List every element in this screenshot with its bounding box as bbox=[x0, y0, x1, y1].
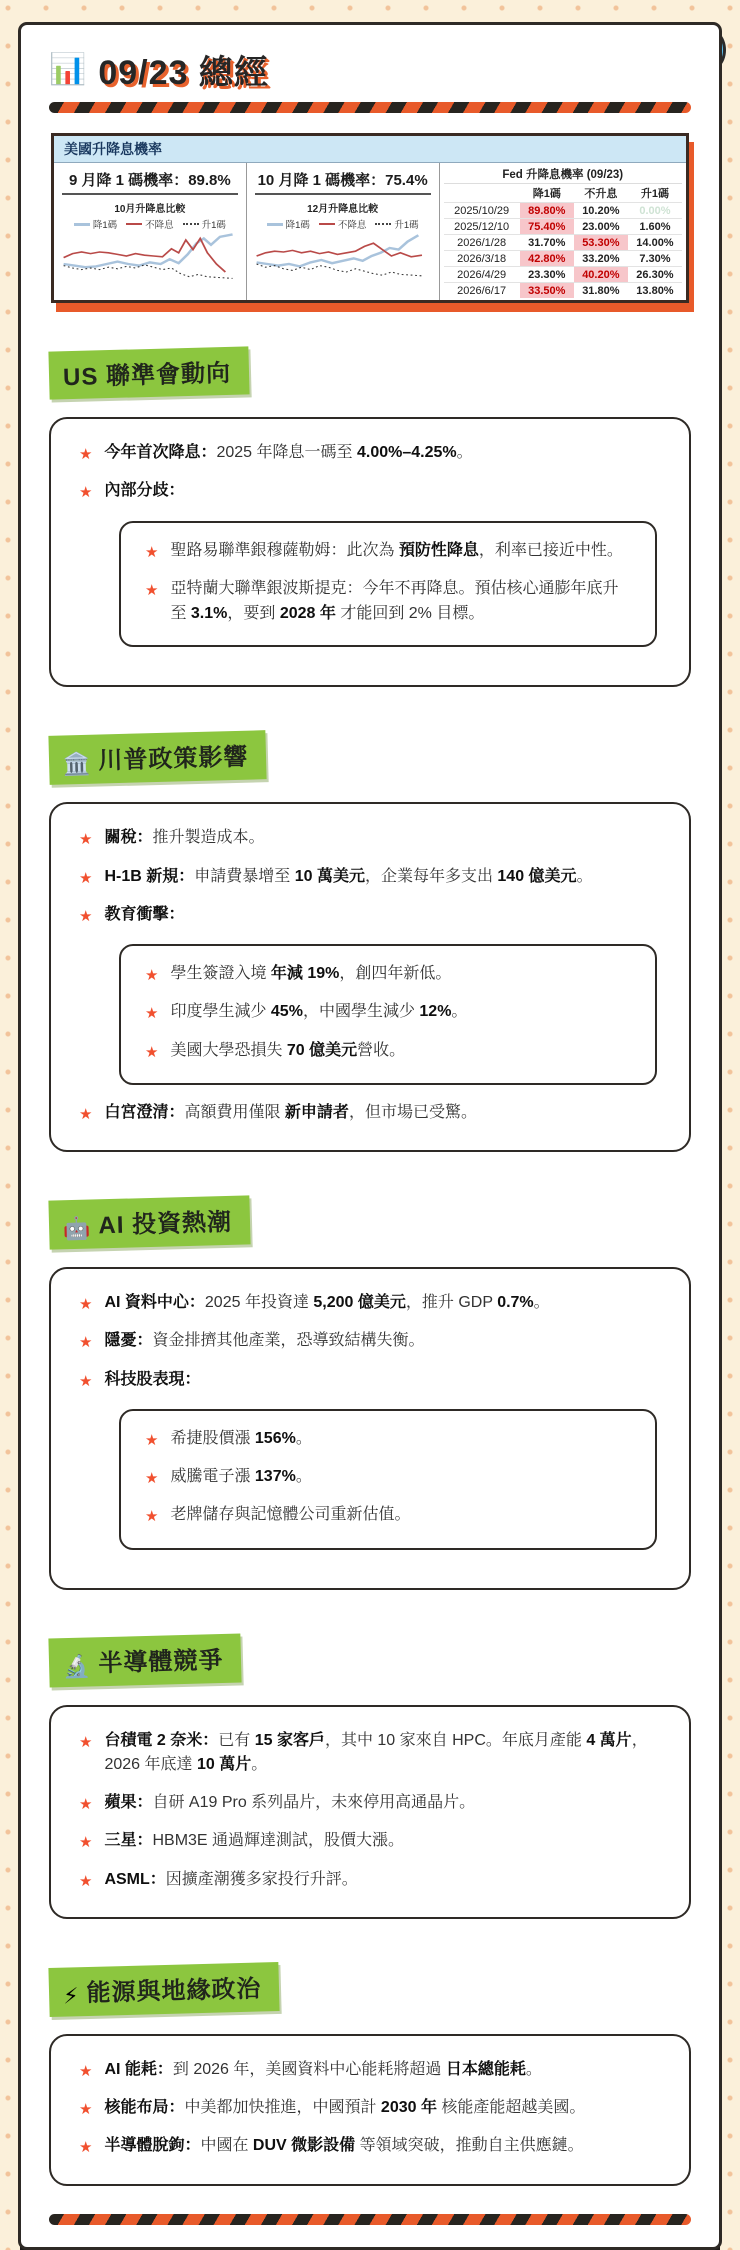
bullet-bold-text: 預防性降息 bbox=[398, 541, 479, 559]
nested-card bbox=[119, 1409, 657, 1550]
fed-table-header-row bbox=[444, 184, 683, 203]
fed-table-cell: 23.00% bbox=[574, 219, 628, 235]
star-icon: ★ bbox=[79, 1733, 93, 1751]
star-icon: ★ bbox=[79, 831, 93, 849]
bullet-item bbox=[79, 1829, 661, 1854]
fed-table-date: 2026/6/17 bbox=[444, 283, 520, 299]
bullet-bold-text: 內部分歧： bbox=[104, 482, 185, 500]
fed-table-cell: 53.30% bbox=[574, 235, 628, 251]
bullet-item bbox=[145, 577, 631, 627]
bullet-text bbox=[104, 1329, 424, 1354]
star-icon: ★ bbox=[79, 1872, 93, 1890]
bullet-regular-text: ，要到 bbox=[227, 604, 280, 622]
bullet-bold-text: 台積電 2 奈米： bbox=[104, 1731, 219, 1749]
bullet-regular-text: 2025 年降息一碼至 bbox=[216, 444, 357, 461]
bullet-text bbox=[170, 1039, 405, 1064]
fed-table-date: 2025/10/29 bbox=[444, 203, 520, 219]
red-line-icon bbox=[126, 223, 142, 225]
section-label: 半導體競爭 bbox=[98, 1646, 224, 1677]
bullet-bold-text: 10 萬片 bbox=[196, 1756, 252, 1774]
fed-table-cell: 75.40% bbox=[520, 219, 574, 235]
bullet-bold-text: 教育衝擊： bbox=[104, 905, 185, 923]
star-icon: ★ bbox=[79, 1296, 93, 1314]
bullet-text bbox=[104, 1729, 661, 1779]
bullet-bold-text: 140 億美元 bbox=[497, 867, 577, 885]
section-header bbox=[48, 731, 267, 786]
bullet-regular-text: 。 bbox=[456, 444, 473, 461]
legend-label: 降1碼 bbox=[92, 220, 118, 231]
bullet-item bbox=[145, 962, 631, 987]
chart-legend bbox=[60, 217, 240, 231]
blue-line-icon bbox=[267, 223, 283, 226]
section-card bbox=[49, 1705, 691, 1919]
star-icon: ★ bbox=[145, 1005, 159, 1023]
fed-chart-panel-october bbox=[247, 163, 440, 300]
bullet-regular-text: ，中國學生減少 bbox=[302, 1003, 420, 1021]
bullet-item bbox=[79, 1329, 661, 1354]
fed-table-cell: 31.80% bbox=[574, 283, 628, 299]
bullet-regular-text: 。 bbox=[576, 867, 593, 885]
fed-table-title-row bbox=[444, 165, 683, 184]
fed-table-body bbox=[444, 203, 683, 299]
bullet-item bbox=[145, 539, 631, 564]
bullet-text bbox=[104, 441, 472, 466]
star-icon: ★ bbox=[79, 869, 93, 887]
bullet-regular-text: ，推升 GDP bbox=[405, 1294, 498, 1312]
bullet-bold-text: 10 萬美元 bbox=[294, 867, 365, 885]
lightning-icon: ⚡ bbox=[62, 1983, 79, 2009]
bullet-item bbox=[79, 826, 661, 851]
fed-probability-table bbox=[440, 163, 687, 300]
bullet-regular-text: ，利率已接近中性。 bbox=[478, 541, 623, 559]
bullet-regular-text: 已有 bbox=[218, 1731, 255, 1749]
bullet-bold-text: 45% bbox=[270, 1003, 303, 1021]
bullet-regular-text: 老牌儲存與記憶體公司重新估值。 bbox=[170, 1506, 411, 1524]
section-fed bbox=[49, 349, 691, 687]
legend-item bbox=[267, 217, 310, 231]
bullet-regular-text: 希捷股價漲 bbox=[170, 1429, 255, 1447]
bullet-item bbox=[145, 1503, 631, 1528]
bullet-item bbox=[79, 1368, 661, 1393]
section-header bbox=[48, 1195, 250, 1249]
bullet-text bbox=[104, 2134, 583, 2159]
fed-table-cell: 23.30% bbox=[520, 267, 574, 283]
bullet-bold-text: 5,200 億美元 bbox=[313, 1294, 406, 1312]
chart-legend bbox=[253, 217, 433, 231]
bullet-item bbox=[79, 479, 661, 504]
bullet-bold-text: ASML： bbox=[104, 1870, 166, 1888]
fed-table bbox=[444, 165, 683, 298]
bullet-bold-text: 科技股表現： bbox=[104, 1370, 201, 1388]
legend-item bbox=[319, 217, 367, 231]
bullet-text bbox=[104, 2058, 541, 2083]
bullet-bold-text: H-1B 新規： bbox=[104, 867, 195, 885]
bullet-bold-text: 156% bbox=[254, 1429, 296, 1447]
nested-card bbox=[119, 944, 657, 1085]
legend-label: 降1碼 bbox=[285, 220, 310, 231]
bullet-text bbox=[170, 1000, 467, 1025]
bullet-bold-text: 新申請者 bbox=[284, 1103, 349, 1121]
bullet-regular-text: 高額費用僅限 bbox=[184, 1103, 285, 1121]
fed-table-cell: 33.20% bbox=[574, 251, 628, 267]
bullet-text bbox=[104, 479, 184, 504]
fed-table-date: 2026/1/28 bbox=[444, 235, 520, 251]
fed-table-cell: 89.80% bbox=[520, 203, 574, 219]
star-icon: ★ bbox=[79, 484, 93, 502]
bullet-regular-text: 營收。 bbox=[357, 1041, 406, 1059]
legend-label: 不降息 bbox=[337, 220, 367, 231]
bullet-bold-text: 2028 年 bbox=[279, 604, 336, 622]
bullet-bold-text: 4.00%–4.25% bbox=[356, 444, 457, 461]
star-icon: ★ bbox=[145, 1470, 159, 1488]
bullet-item bbox=[145, 1427, 631, 1452]
star-icon: ★ bbox=[145, 581, 159, 599]
bullet-text bbox=[104, 2096, 585, 2121]
bullet-text bbox=[170, 1427, 311, 1452]
bullet-item bbox=[79, 1101, 661, 1126]
panel-subtitle: 10月升降息比較 bbox=[114, 204, 186, 215]
bullet-bold-text: 0.7% bbox=[497, 1294, 534, 1312]
fed-table-cell: 42.80% bbox=[520, 251, 574, 267]
sections bbox=[49, 349, 691, 2186]
fed-table-row bbox=[444, 219, 683, 235]
bullet-bold-text: 日本總能耗 bbox=[445, 2060, 526, 2078]
section-header bbox=[48, 1962, 280, 2017]
dotted-line-icon bbox=[375, 223, 391, 225]
bullet-bold-text: 隱憂： bbox=[104, 1332, 153, 1350]
fed-chart-panel-september bbox=[54, 163, 247, 300]
fed-table-row bbox=[444, 235, 683, 251]
fed-table-cell: 10.20% bbox=[574, 203, 628, 219]
bullet-text bbox=[104, 1291, 549, 1316]
section-semiconductor bbox=[49, 1636, 691, 1919]
section-header bbox=[48, 1633, 242, 1687]
bullet-regular-text: 美國大學恐損失 bbox=[170, 1041, 287, 1059]
bullet-regular-text: ，企業每年多支出 bbox=[364, 867, 498, 885]
fed-table-col: 不升息 bbox=[584, 188, 618, 200]
star-icon: ★ bbox=[79, 1834, 93, 1852]
bullet-text bbox=[104, 1101, 477, 1126]
star-icon: ★ bbox=[79, 2062, 93, 2080]
bullet-bold-text: 關稅： bbox=[104, 829, 153, 847]
bullet-bold-text: 3.1% bbox=[190, 604, 228, 622]
bullet-regular-text: 申請費暴增至 bbox=[194, 867, 295, 885]
fed-rate-widget bbox=[51, 133, 689, 303]
section-label: 川普政策影響 bbox=[98, 743, 249, 775]
fed-table-row bbox=[444, 283, 683, 299]
star-icon: ★ bbox=[79, 2139, 93, 2157]
bullet-bold-text: 今年首次降息： bbox=[104, 444, 217, 461]
dotted-line-icon bbox=[183, 223, 199, 225]
blue-line-icon bbox=[74, 223, 90, 226]
star-icon: ★ bbox=[79, 1796, 93, 1814]
section-ai bbox=[49, 1198, 691, 1590]
bullet-regular-text: 。 bbox=[295, 1429, 312, 1447]
bullet-item bbox=[145, 1000, 631, 1025]
striped-divider-bottom bbox=[49, 2214, 691, 2225]
bullet-item bbox=[79, 1868, 661, 1893]
star-icon: ★ bbox=[145, 1431, 159, 1449]
fed-table-cell: 1.60% bbox=[628, 219, 682, 235]
star-icon: ★ bbox=[79, 446, 93, 463]
bullet-item bbox=[79, 1291, 661, 1316]
star-icon: ★ bbox=[79, 1334, 93, 1352]
section-energy bbox=[49, 1965, 691, 2186]
striped-divider-top bbox=[49, 102, 691, 113]
star-icon: ★ bbox=[79, 907, 93, 925]
bullet-regular-text: ，其中 10 家來自 HPC。年底月產能 bbox=[324, 1731, 587, 1749]
section-card bbox=[49, 2034, 691, 2186]
page-title-text: 09/23 總經 bbox=[98, 54, 269, 92]
bullet-bold-text: 蘋果： bbox=[104, 1794, 153, 1812]
bullet-text bbox=[170, 1465, 311, 1490]
section-label: AI 投資熱潮 bbox=[98, 1208, 233, 1240]
fed-table-cell: 7.30% bbox=[628, 251, 682, 267]
legend-label: 升1碼 bbox=[201, 220, 226, 231]
nested-card bbox=[119, 521, 657, 648]
bullet-regular-text: 亞特蘭大聯準銀波斯提克：今年不再降息。預估核心通膨年底升至 bbox=[170, 579, 619, 622]
microscope-icon: 🔬 bbox=[62, 1653, 91, 1679]
fed-table-col bbox=[444, 184, 520, 203]
bullet-text bbox=[170, 539, 622, 564]
bullet-text bbox=[170, 577, 631, 627]
bullet-text bbox=[104, 1368, 200, 1393]
fed-table-cell: 33.50% bbox=[520, 283, 574, 299]
bullet-bold-text: 2030 年 bbox=[380, 2099, 437, 2117]
star-icon: ★ bbox=[145, 967, 159, 985]
bullet-regular-text: 中國在 bbox=[200, 2137, 253, 2155]
bullet-regular-text: 。 bbox=[451, 1003, 468, 1021]
legend-label: 不降息 bbox=[145, 220, 174, 231]
fed-table-row bbox=[444, 267, 683, 283]
bullet-text bbox=[104, 1868, 357, 1893]
bullet-regular-text: 中美都加快推進，中國預計 bbox=[184, 2099, 381, 2117]
fed-table-cell: 0.00% bbox=[628, 203, 682, 219]
bullet-regular-text: 因擴產潮獲多家投行升評。 bbox=[165, 1870, 358, 1888]
bullet-bold-text: 137% bbox=[254, 1468, 296, 1486]
fed-table-date: 2026/4/29 bbox=[444, 267, 520, 283]
star-icon: ★ bbox=[79, 2101, 93, 2119]
section-card bbox=[49, 417, 691, 687]
fed-widget-body bbox=[54, 163, 686, 300]
main-card bbox=[18, 22, 722, 2250]
bullet-text bbox=[104, 865, 592, 890]
line-chart-september bbox=[60, 232, 240, 280]
star-icon: ★ bbox=[79, 1105, 93, 1123]
bullet-bold-text: 三星： bbox=[104, 1832, 153, 1850]
legend-item bbox=[375, 217, 418, 231]
bullet-item bbox=[79, 2058, 661, 2083]
section-label: US 聯準會動向 bbox=[62, 359, 232, 392]
bullet-bold-text: 年減 19% bbox=[270, 965, 340, 983]
bullet-bold-text: 70 億美元 bbox=[286, 1041, 358, 1059]
fed-table-cell: 26.30% bbox=[628, 267, 682, 283]
fed-table-date: 2025/12/10 bbox=[444, 219, 520, 235]
bullet-bold-text: AI 資料中心： bbox=[104, 1294, 205, 1312]
bullet-regular-text: ，但市場已受驚。 bbox=[348, 1103, 477, 1121]
page-title bbox=[49, 45, 691, 94]
star-icon: ★ bbox=[145, 1508, 159, 1526]
fed-table-date: 2026/3/18 bbox=[444, 251, 520, 267]
legend-label: 升1碼 bbox=[394, 220, 419, 231]
bullet-regular-text: 推升製造成本。 bbox=[152, 829, 265, 847]
section-label: 能源與地緣政治 bbox=[86, 1975, 262, 2007]
bullet-item bbox=[79, 1729, 661, 1779]
fed-table-col: 降1碼 bbox=[532, 188, 561, 200]
panel-subtitle: 12月升降息比較 bbox=[307, 204, 379, 215]
section-card bbox=[49, 802, 691, 1152]
bullet-item bbox=[145, 1465, 631, 1490]
fed-table-cell: 40.20% bbox=[574, 267, 628, 283]
star-icon: ★ bbox=[79, 1372, 93, 1390]
fed-table-cell: 14.00% bbox=[628, 235, 682, 251]
bullet-text bbox=[170, 962, 451, 987]
bullet-item bbox=[79, 2134, 661, 2159]
bullet-item bbox=[79, 2096, 661, 2121]
bullet-regular-text: 印度學生減少 bbox=[170, 1003, 271, 1021]
robot-icon: 🤖 bbox=[62, 1215, 91, 1242]
bullet-bold-text: DUV 微影設備 bbox=[252, 2137, 356, 2155]
bullet-regular-text: 。 bbox=[251, 1756, 268, 1774]
bullet-regular-text: 威騰電子漲 bbox=[170, 1468, 255, 1486]
panel-title: 10 月降 1 碼機率：75.4% bbox=[255, 169, 431, 195]
bullet-regular-text: 聖路易聯準銀穆薩勒姆：此次為 bbox=[170, 541, 399, 559]
fed-table-cell: 13.80% bbox=[628, 283, 682, 299]
section-header bbox=[48, 346, 249, 399]
bullet-text bbox=[104, 1829, 404, 1854]
fed-widget-header: 美國升降息機率 bbox=[54, 136, 686, 163]
bullet-regular-text: 。 bbox=[533, 1294, 550, 1312]
bullet-item bbox=[79, 441, 661, 466]
bullet-regular-text: 等領域突破，推動自主供應鏈。 bbox=[355, 2137, 584, 2155]
bullet-text bbox=[104, 1791, 475, 1816]
fed-table-row bbox=[444, 251, 683, 267]
bullet-bold-text: 半導體脫鉤： bbox=[104, 2137, 201, 2155]
bullet-text bbox=[170, 1503, 410, 1528]
bullet-regular-text: 。 bbox=[525, 2060, 542, 2078]
bullet-item bbox=[79, 865, 661, 890]
fed-table-col: 升1碼 bbox=[640, 188, 669, 200]
bullet-item bbox=[79, 903, 661, 928]
bullet-bold-text: 白宮澄清： bbox=[104, 1103, 185, 1121]
bullet-bold-text: 核能布局： bbox=[104, 2099, 185, 2117]
star-icon: ★ bbox=[145, 543, 159, 561]
section-trump bbox=[49, 733, 691, 1152]
bullet-regular-text: 自研 A19 Pro 系列晶片，未來停用高通晶片。 bbox=[152, 1794, 476, 1812]
bullet-item bbox=[79, 1791, 661, 1816]
bullet-regular-text: 學生簽證入境 bbox=[170, 965, 271, 983]
legend-item bbox=[126, 217, 174, 231]
fed-table-row bbox=[444, 203, 683, 219]
bullet-regular-text: ，2026 年底達 bbox=[104, 1731, 648, 1774]
bullet-regular-text: 。 bbox=[295, 1468, 312, 1486]
legend-item bbox=[183, 217, 226, 231]
bullet-regular-text: 才能回到 2% 目標。 bbox=[335, 604, 485, 622]
bullet-bold-text: 4 萬片 bbox=[586, 1731, 632, 1749]
section-card bbox=[49, 1267, 691, 1590]
line-chart-october bbox=[253, 232, 433, 280]
fed-table-title: Fed 升降息機率 (09/23) bbox=[444, 165, 683, 184]
bullet-regular-text: 核能產能超越美國。 bbox=[436, 2099, 586, 2117]
bullet-item bbox=[145, 1039, 631, 1064]
bullet-bold-text: 12% bbox=[419, 1003, 452, 1021]
bullet-regular-text: 資金排擠其他產業，恐導致結構失衡。 bbox=[152, 1332, 425, 1350]
classical-building-icon: 🏛️ bbox=[62, 751, 91, 777]
bullet-text bbox=[104, 903, 184, 928]
bullet-bold-text: AI 能耗： bbox=[104, 2060, 173, 2078]
fed-table-cell: 31.70% bbox=[520, 235, 574, 251]
bullet-regular-text: ，創四年新低。 bbox=[339, 965, 452, 983]
bullet-regular-text: HBM3E 通過輝達測試，股價大漲。 bbox=[152, 1832, 405, 1850]
bullet-text bbox=[104, 826, 264, 851]
bar-chart-icon: 📊 bbox=[49, 52, 87, 86]
legend-item bbox=[74, 217, 117, 231]
panel-title: 9 月降 1 碼機率：89.8% bbox=[62, 169, 238, 195]
red-line-icon bbox=[319, 223, 335, 225]
bullet-regular-text: 2025 年投資達 bbox=[204, 1294, 314, 1312]
star-icon: ★ bbox=[145, 1043, 159, 1061]
bullet-bold-text: 15 家客戶 bbox=[254, 1731, 325, 1749]
bullet-regular-text: 到 2026 年，美國資料中心能耗將超過 bbox=[172, 2060, 446, 2078]
